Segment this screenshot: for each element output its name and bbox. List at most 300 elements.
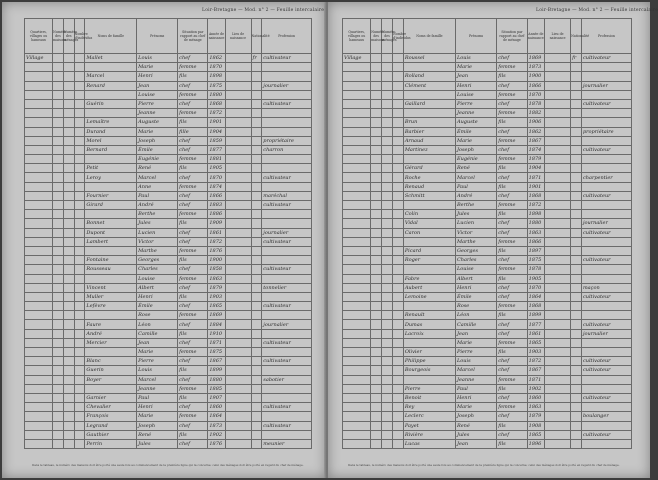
table-cell: Mallet <box>85 54 137 63</box>
table-cell: Paul <box>455 182 496 191</box>
table-cell: Chevalier <box>85 403 137 412</box>
table-cell <box>545 191 571 200</box>
table-cell: 1868 <box>208 99 225 108</box>
table-cell: Jean <box>137 81 178 90</box>
table-cell <box>262 90 312 99</box>
table-cell: fils <box>178 118 208 127</box>
table-cell <box>545 311 571 320</box>
table-cell <box>53 81 64 90</box>
table-cell: journalier <box>262 320 312 329</box>
column-header: Situation par rapport au chef de ménage <box>178 19 208 54</box>
table-row <box>25 320 312 329</box>
table-cell <box>545 348 571 357</box>
column-header: Numéro des ménages <box>63 19 74 54</box>
table-cell: Martinez <box>403 145 455 154</box>
table-cell <box>403 237 455 246</box>
table-cell <box>53 283 64 292</box>
table-cell <box>85 90 137 99</box>
table-cell: femme <box>178 246 208 255</box>
table-cell: cultivateur <box>581 320 631 329</box>
table-cell: Brun <box>403 118 455 127</box>
table-cell <box>25 210 53 219</box>
column-header: Nombre d'individus <box>74 19 85 54</box>
table-cell: femme <box>178 274 208 283</box>
table-cell <box>251 292 262 301</box>
table-cell: chef <box>497 145 527 154</box>
table-cell <box>225 145 251 154</box>
table-cell <box>85 182 137 191</box>
table-cell <box>545 81 571 90</box>
table-cell: femme <box>178 90 208 99</box>
table-cell <box>85 155 137 164</box>
table-cell <box>74 228 85 237</box>
table-row <box>25 430 312 439</box>
table-cell: journalier <box>581 81 631 90</box>
table-cell: Marie <box>455 136 496 145</box>
table-row <box>343 228 632 237</box>
table-cell: cultivateur <box>262 99 312 108</box>
table-cell: Pierre <box>455 99 496 108</box>
table-cell <box>343 439 371 448</box>
table-row <box>25 228 312 237</box>
table-row <box>25 292 312 301</box>
table-cell <box>571 81 582 90</box>
table-cell <box>53 439 64 448</box>
table-cell: chef <box>178 136 208 145</box>
table-cell <box>225 384 251 393</box>
column-header: Année de naissance <box>527 19 544 54</box>
table-cell <box>74 99 85 108</box>
table-cell: charpentier <box>581 173 631 182</box>
table-cell: 1871 <box>527 375 544 384</box>
table-cell <box>251 99 262 108</box>
table-cell <box>571 320 582 329</box>
table-cell: chef <box>497 191 527 200</box>
table-cell: Louise <box>455 90 496 99</box>
table-cell <box>25 219 53 228</box>
table-cell <box>343 136 371 145</box>
table-cell <box>85 210 137 219</box>
table-cell <box>571 292 582 301</box>
table-cell <box>53 265 64 274</box>
table-cell <box>53 219 64 228</box>
table-cell <box>382 109 393 118</box>
table-cell <box>581 311 631 320</box>
table-cell: fils <box>178 256 208 265</box>
table-cell <box>225 155 251 164</box>
table-cell: Joseph <box>455 145 496 154</box>
table-cell: femme <box>497 265 527 274</box>
table-cell: fr <box>571 54 582 63</box>
table-cell <box>225 54 251 63</box>
table-cell <box>225 430 251 439</box>
table-cell <box>403 338 455 347</box>
table-cell <box>63 228 74 237</box>
table-cell <box>251 421 262 430</box>
table-cell <box>63 201 74 210</box>
table-cell <box>545 274 571 283</box>
table-cell: 1865 <box>527 338 544 347</box>
table-cell <box>343 412 371 421</box>
table-row <box>343 201 632 210</box>
table-cell <box>371 145 382 154</box>
table-cell <box>251 375 262 384</box>
table-cell: Émile <box>137 302 178 311</box>
table-cell <box>74 384 85 393</box>
table-cell <box>581 421 631 430</box>
table-cell: femme <box>497 155 527 164</box>
table-cell: Henri <box>137 292 178 301</box>
table-cell: 1867 <box>208 357 225 366</box>
table-cell <box>74 329 85 338</box>
table-cell: Gauthier <box>85 430 137 439</box>
table-row <box>343 145 632 154</box>
column-header: Quartiers, villages ou hameaux <box>25 19 53 54</box>
table-cell: chef <box>497 292 527 301</box>
table-cell: chef <box>497 412 527 421</box>
table-cell: chef <box>178 265 208 274</box>
table-cell: Roussel <box>403 54 455 63</box>
table-row <box>25 384 312 393</box>
table-cell <box>251 210 262 219</box>
table-cell: femme <box>178 109 208 118</box>
table-cell <box>63 357 74 366</box>
table-cell: fils <box>178 393 208 402</box>
table-row <box>343 136 632 145</box>
table-cell: Gaillard <box>403 99 455 108</box>
table-cell <box>403 265 455 274</box>
table-cell: Rose <box>455 302 496 311</box>
table-cell <box>343 63 371 72</box>
table-cell <box>225 201 251 210</box>
table-cell <box>225 219 251 228</box>
table-cell: Schmitt <box>403 191 455 200</box>
table-cell <box>25 155 53 164</box>
table-cell <box>53 375 64 384</box>
table-cell: 1900 <box>527 72 544 81</box>
table-cell <box>25 256 53 265</box>
table-cell <box>74 109 85 118</box>
table-cell <box>371 54 382 63</box>
table-cell <box>343 357 371 366</box>
table-cell <box>343 421 371 430</box>
table-cell: 1863 <box>527 403 544 412</box>
table-cell <box>25 348 53 357</box>
table-cell: Louise <box>137 274 178 283</box>
table-cell: chef <box>497 173 527 182</box>
table-cell: chef <box>497 81 527 90</box>
table-row <box>343 421 632 430</box>
table-cell <box>262 109 312 118</box>
table-cell: chef <box>497 393 527 402</box>
table-cell <box>545 54 571 63</box>
table-cell: Caron <box>403 228 455 237</box>
table-row <box>25 145 312 154</box>
table-cell: fr <box>251 54 262 63</box>
table-cell: Auguste <box>455 118 496 127</box>
table-cell <box>382 292 393 301</box>
table-cell <box>225 338 251 347</box>
table-cell: chef <box>497 357 527 366</box>
table-row <box>343 265 632 274</box>
table-cell <box>571 439 582 448</box>
table-cell <box>251 430 262 439</box>
table-cell <box>262 63 312 72</box>
table-cell <box>25 384 53 393</box>
table-cell: cultivateur <box>581 256 631 265</box>
table-cell: Marie <box>455 338 496 347</box>
column-header: Prénoms <box>455 19 496 54</box>
table-cell: Petit <box>85 164 137 173</box>
table-cell <box>225 403 251 412</box>
page-footnote: Dans le tableau, le numéro des maisons doit être porté une seule fois au commencement de la première ligne qui la concerne; celui des ménages doit être porté en regard du chef de ménage. <box>348 463 620 468</box>
table-cell: fils <box>178 164 208 173</box>
table-cell <box>225 256 251 265</box>
table-cell <box>382 228 393 237</box>
table-cell <box>251 72 262 81</box>
table-cell <box>262 430 312 439</box>
table-cell <box>262 292 312 301</box>
table-cell <box>343 145 371 154</box>
table-cell <box>251 155 262 164</box>
table-cell: Arnaud <box>403 136 455 145</box>
table-cell: fils <box>497 164 527 173</box>
table-cell <box>581 155 631 164</box>
table-cell <box>545 357 571 366</box>
table-cell <box>225 182 251 191</box>
table-row <box>343 81 632 90</box>
table-cell <box>262 127 312 136</box>
table-cell: 1882 <box>527 109 544 118</box>
table-cell: fils <box>497 421 527 430</box>
table-cell <box>581 302 631 311</box>
table-cell <box>262 210 312 219</box>
table-cell <box>571 173 582 182</box>
table-cell: 1903 <box>527 348 544 357</box>
table-cell: Georges <box>137 256 178 265</box>
table-cell <box>343 366 371 375</box>
table-cell <box>63 191 74 200</box>
table-cell <box>74 210 85 219</box>
table-cell: chef <box>178 54 208 63</box>
table-cell <box>581 164 631 173</box>
table-cell: 1866 <box>527 81 544 90</box>
table-cell <box>545 118 571 127</box>
table-cell <box>74 136 85 145</box>
table-cell <box>382 173 393 182</box>
census-register-spread <box>2 2 658 478</box>
table-cell <box>382 182 393 191</box>
table-cell <box>382 302 393 311</box>
table-cell: 1879 <box>527 155 544 164</box>
table-cell <box>25 191 53 200</box>
table-cell: tonnelier <box>262 283 312 292</box>
table-cell: 1872 <box>208 237 225 246</box>
table-cell: 1861 <box>208 228 225 237</box>
table-cell <box>262 366 312 375</box>
table-cell <box>74 237 85 246</box>
table-cell <box>392 237 403 246</box>
table-cell: chef <box>497 329 527 338</box>
table-cell: 1872 <box>208 109 225 118</box>
table-cell: Jean <box>455 329 496 338</box>
table-cell <box>25 237 53 246</box>
column-header: Numéro des ménages <box>382 19 393 54</box>
table-cell: 1871 <box>527 173 544 182</box>
table-cell: 1902 <box>527 384 544 393</box>
table-cell: Bernard <box>85 145 137 154</box>
table-cell <box>343 320 371 329</box>
table-cell <box>581 109 631 118</box>
table-cell: Leroy <box>85 173 137 182</box>
table-cell <box>63 265 74 274</box>
table-row <box>25 201 312 210</box>
table-cell <box>53 63 64 72</box>
table-cell: Louise <box>455 265 496 274</box>
table-cell <box>392 182 403 191</box>
column-header: Lieu de naissance <box>225 19 251 54</box>
table-cell: cultivateur <box>262 357 312 366</box>
table-cell: femme <box>178 311 208 320</box>
table-cell <box>262 155 312 164</box>
table-cell <box>392 283 403 292</box>
table-cell: 1864 <box>527 292 544 301</box>
table-cell <box>74 366 85 375</box>
table-cell <box>343 72 371 81</box>
table-cell <box>251 274 262 283</box>
table-cell <box>25 338 53 347</box>
table-cell <box>63 81 74 90</box>
table-cell <box>262 72 312 81</box>
table-cell <box>25 320 53 329</box>
table-cell <box>392 127 403 136</box>
table-cell <box>251 136 262 145</box>
table-cell <box>53 210 64 219</box>
table-row <box>25 99 312 108</box>
table-cell <box>343 182 371 191</box>
table-cell <box>371 274 382 283</box>
table-cell <box>25 99 53 108</box>
table-cell <box>343 384 371 393</box>
table-cell <box>74 164 85 173</box>
table-cell: 1875 <box>527 256 544 265</box>
table-cell: 1881 <box>208 155 225 164</box>
table-cell: Marcel <box>455 366 496 375</box>
table-cell <box>251 412 262 421</box>
table-row <box>343 430 632 439</box>
table-cell <box>382 265 393 274</box>
table-cell <box>262 164 312 173</box>
table-cell <box>63 348 74 357</box>
table-cell <box>53 136 64 145</box>
table-cell <box>251 219 262 228</box>
table-cell <box>571 136 582 145</box>
table-cell <box>581 72 631 81</box>
table-cell <box>382 136 393 145</box>
table-cell: Renault <box>403 311 455 320</box>
table-cell <box>63 375 74 384</box>
table-cell: Renaud <box>403 182 455 191</box>
table-row <box>343 384 632 393</box>
table-row <box>343 90 632 99</box>
table-body <box>25 54 312 449</box>
table-cell <box>225 357 251 366</box>
column-header: Quartiers, villages ou hameaux <box>343 19 371 54</box>
column-header: Numéro des maisons <box>371 19 382 54</box>
table-cell <box>53 384 64 393</box>
table-cell: Roger <box>403 256 455 265</box>
table-cell <box>403 90 455 99</box>
table-cell <box>251 357 262 366</box>
table-cell <box>63 219 74 228</box>
table-cell <box>74 256 85 265</box>
table-cell <box>53 191 64 200</box>
table-cell <box>251 81 262 90</box>
table-cell <box>382 430 393 439</box>
table-cell <box>371 366 382 375</box>
table-cell: 1909 <box>208 219 225 228</box>
table-cell <box>371 256 382 265</box>
table-cell <box>251 366 262 375</box>
table-row <box>25 210 312 219</box>
table-cell <box>571 219 582 228</box>
table-cell: Benoit <box>403 393 455 402</box>
table-cell <box>53 274 64 283</box>
table-cell <box>63 366 74 375</box>
table-cell <box>63 127 74 136</box>
table-row <box>25 81 312 90</box>
table-cell: cultivateur <box>262 265 312 274</box>
table-cell <box>545 403 571 412</box>
table-cell <box>371 99 382 108</box>
table-cell: 1903 <box>208 292 225 301</box>
table-cell <box>53 54 64 63</box>
table-cell: chef <box>497 320 527 329</box>
table-cell <box>251 63 262 72</box>
table-cell <box>262 274 312 283</box>
table-row <box>343 338 632 347</box>
table-cell <box>63 292 74 301</box>
table-cell <box>85 348 137 357</box>
table-cell <box>63 412 74 421</box>
table-cell: André <box>455 191 496 200</box>
table-cell <box>545 366 571 375</box>
table-cell <box>74 274 85 283</box>
table-cell: chef <box>497 99 527 108</box>
table-cell: fils <box>178 292 208 301</box>
table-cell <box>545 292 571 301</box>
table-cell <box>571 329 582 338</box>
table-cell <box>343 329 371 338</box>
table-cell <box>571 274 582 283</box>
column-header: Numéro des maisons <box>53 19 64 54</box>
table-cell <box>74 265 85 274</box>
table-row <box>343 256 632 265</box>
table-cell: Louis <box>137 54 178 63</box>
table-cell <box>382 127 393 136</box>
table-cell <box>371 173 382 182</box>
table-cell: sabotier <box>262 375 312 384</box>
table-cell <box>545 136 571 145</box>
table-cell <box>251 265 262 274</box>
table-cell: 1879 <box>527 412 544 421</box>
table-cell <box>571 393 582 402</box>
table-cell: 1861 <box>527 329 544 338</box>
table-cell: 1884 <box>208 320 225 329</box>
table-cell <box>251 384 262 393</box>
table-cell <box>392 320 403 329</box>
table-cell <box>262 393 312 402</box>
